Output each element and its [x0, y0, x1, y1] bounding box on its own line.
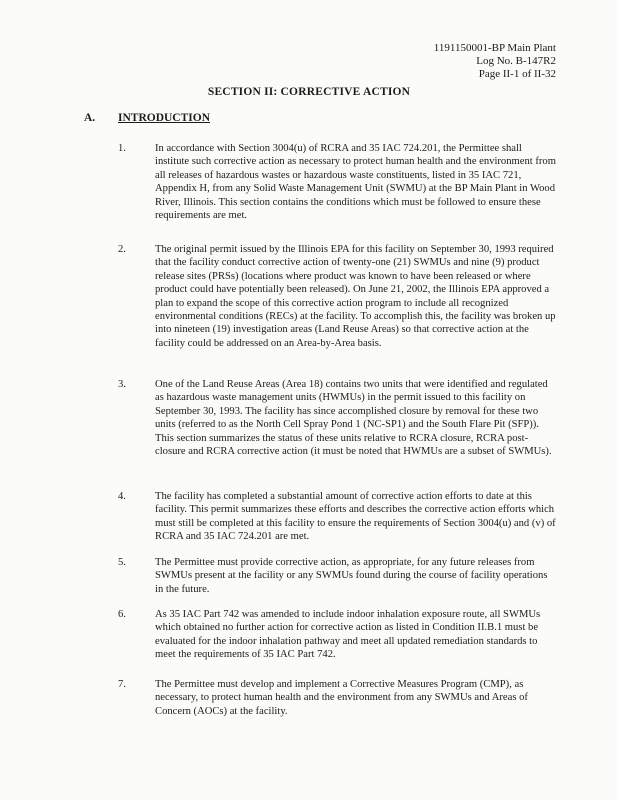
paragraph-text: The facility has completed a substantial amount of corrective action efforts to date at this facility. This permit summarizes these efforts and describes the corrective action efforts which must still be completed at this facility to ensure the requirements of Section 3004(u) and (v) of RCRA and 35 IAC 724.201 are met.	[155, 491, 556, 543]
paragraph-number: 5.	[118, 557, 126, 568]
page-header	[434, 42, 556, 81]
paragraph-7	[118, 678, 558, 718]
paragraph-text: One of the Land Reuse Areas (Area 18) contains two units that were identified and regulated as hazardous waste management units (HWMUs) in the permit issued to this facility on September 30, 1993. The facility has since accomplished closure by removal for these two units (referred to as the North Cell Spray Pond 1 (NC-SP1) and the South Flare Pit (SFP)). This section summarizes the status of these units relative to RCRA closure, RCRA post-closure and RCRA corrective action (it must be noted that HWMUs are a subset of SWMUs).	[155, 379, 552, 458]
paragraph-1	[118, 142, 558, 222]
subsection-title: INTRODUCTION	[118, 112, 211, 124]
paragraph-text: The Permittee must provide corrective action, as appropriate, for any future releases from SWMUs present at the facility or any SWMUs found during the course of facility operations in the future.	[155, 557, 548, 595]
paragraph-number: 3.	[118, 379, 126, 390]
paragraph-text: The Permittee must develop and implement a Corrective Measures Program (CMP), as necessary, to protect human health and the environment from any SWMUs and Areas of Concern (AOCs) at the facility.	[155, 679, 528, 717]
paragraph-text: As 35 IAC Part 742 was amended to include indoor inhalation exposure route, all SWMUs which obtained no further action for corrective action as listed in Condition II.B.1 must be evaluated for the indoor inhalation pathway and meet all updated remediation standards to meet the requirements of 35 IAC Part 742.	[155, 609, 541, 661]
header-page-number: Page II-1 of II-32	[478, 68, 556, 80]
paragraph-number: 7.	[118, 679, 126, 690]
paragraph-number: 6.	[118, 609, 126, 620]
paragraph-3	[118, 378, 558, 458]
paragraph-number: 1.	[118, 143, 126, 154]
paragraph-number: 2.	[118, 244, 126, 255]
paragraph-6	[118, 608, 558, 662]
section-title: SECTION II: CORRECTIVE ACTION	[207, 86, 411, 98]
paragraph-5	[118, 556, 558, 596]
subsection-letter: A.	[84, 112, 96, 124]
paragraph-text: In accordance with Section 3004(u) of RCRA and 35 IAC 724.201, the Permittee shall institute such corrective action as necessary to protect human health and the environment from all releases of hazardous wastes or hazardous waste constituents, listed in 35 IAC 721, Appendix H, from any Solid Waste Management Unit (SWMU) at the BP Main Plant in Wood River, Illinois. This section contains the conditions which must be followed to ensure these requirements are met.	[155, 143, 556, 222]
header-log-number: Log No. B-147R2	[476, 55, 556, 67]
header-permit-id: 1191150001-BP Main Plant	[433, 42, 556, 54]
paragraph-text: The original permit issued by the Illinois EPA for this facility on September 30, 1993 required that the facility conduct corrective action of twenty-one (21) SWMUs and nine (9) product release sites (PRSs) (locations where product was known to have been released or where product could have potentially been released). On June 21, 2002, the Illinois EPA approved a plan to expand the scope of this corrective action program to include all recognized environmental conditions (RECs) at the facility. To accomplish this, the facility was broken up into nineteen (19) investigation areas (Land Reuse Areas) so that corrective action at the facility could be addressed on an Area-by-Area basis.	[155, 244, 556, 349]
subsection-heading	[84, 112, 210, 124]
paragraph-2	[118, 243, 558, 350]
paragraph-4	[118, 490, 558, 544]
paragraph-number: 4.	[118, 491, 126, 502]
